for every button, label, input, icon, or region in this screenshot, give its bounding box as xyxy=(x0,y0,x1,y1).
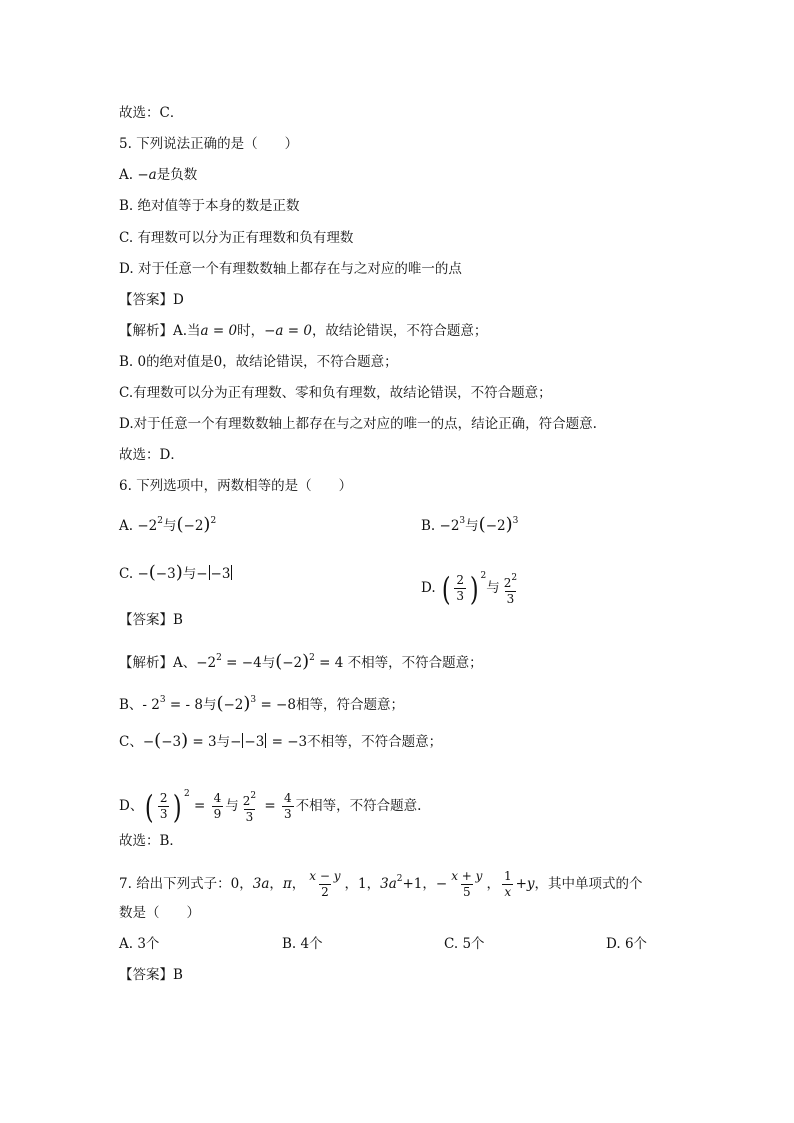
q7-option-d-letter: D. xyxy=(606,936,621,952)
q7-number: 7. xyxy=(119,876,132,892)
q7-answer xyxy=(119,965,183,985)
q5-analysis-b-math: 0 xyxy=(213,354,223,370)
q6-option-c xyxy=(119,563,233,584)
q6-analysis-c-rest: 不相等，不符合题意； xyxy=(307,734,443,750)
q5-analysis-b xyxy=(119,352,398,372)
q6-stem xyxy=(119,476,352,496)
q5-stem-text: 下列说法正确的是（ ） xyxy=(136,136,299,152)
q5-option-c-letter: C. xyxy=(119,230,134,246)
q6-analysis-c-math2: − −3 = −3 xyxy=(230,734,308,750)
q7-expr-pi: π xyxy=(282,876,292,892)
q6-analysis-d-mid: 与 xyxy=(225,798,239,814)
q5-option-c xyxy=(119,228,353,248)
q5-analysis-a-math1: a = 0 xyxy=(200,323,238,339)
q6-option-d-link: 与 xyxy=(486,580,500,596)
q6-option-b-expr2: $(-2)^3$ xyxy=(478,514,519,535)
q5-option-b xyxy=(119,196,300,216)
q6-stem-text: 下列选项中，两数相等的是（ ） xyxy=(136,478,353,494)
q6-analysis-c xyxy=(119,731,442,752)
q5-option-b-text: 绝对值等于本身的数是正数 xyxy=(137,198,300,214)
q6-option-c-letter: C. xyxy=(119,566,134,582)
q6-conclusion: 故选：B． xyxy=(119,833,183,849)
q6-answer xyxy=(119,610,183,630)
q5-conclusion: 故选：D． xyxy=(119,447,184,463)
q6-option-d-expr2: $\frac{2^2}{3}$ xyxy=(503,572,518,606)
q5-analysis-b-text: B. 0的绝对值是 xyxy=(119,354,214,370)
q6-analysis-d-math1: ( $\frac{2}{3}$ ) $^2$ = $\frac{4}{9}$ xyxy=(145,787,222,826)
q5-analysis-d: D.对于任意一个有理数数轴上都存在与之对应的唯一的点，结论正确，符合题意. xyxy=(119,416,597,432)
q5-answer-label: 【答案】 xyxy=(119,292,173,308)
q6-analysis-b-mid: 与 xyxy=(202,697,217,713)
q6-analysis-d xyxy=(119,772,422,826)
q5-analysis-label: 【解析】 xyxy=(119,323,173,339)
q7-expr-frac3: $\frac{1}{x}$ +y xyxy=(503,869,535,899)
q6-analysis-b-rest: 相等，符合题意； xyxy=(295,697,404,713)
q6-analysis-a-prefix: A、 xyxy=(173,655,197,671)
q6-analysis-label: 【解析】 xyxy=(119,655,173,671)
q7-option-b xyxy=(282,934,323,954)
q6-option-c-link: 与 xyxy=(182,566,197,582)
q6-option-b-letter: B. xyxy=(421,518,436,534)
q6-option-a xyxy=(119,511,216,536)
q6-analysis-c-math1: −(−3) = 3 xyxy=(142,730,217,751)
q6-analysis-b-math2: $(-2)^3 = -8$ xyxy=(216,693,296,714)
q7-answer-value: B xyxy=(173,967,183,983)
q7-option-d-text: 6个 xyxy=(624,936,648,952)
q6-option-a-letter: A. xyxy=(119,518,134,534)
q6-option-b-expr1: $-2^3$ xyxy=(439,516,466,534)
q6-option-a-link: 与 xyxy=(162,518,177,534)
q7-stem: 7. 给出下列式子：0，3a，π， $\frac{x - y}{2}$ ，1，$3a^2+1$，− $\frac{x + y}{5}$ ， $\frac{1}{x}$ +y，其中单项式的个 xyxy=(119,869,643,899)
q5-number: 5. xyxy=(119,136,132,152)
q6-option-d xyxy=(421,556,521,608)
q6-option-c-expr2: − −3 xyxy=(196,566,231,582)
q5-option-d xyxy=(119,259,462,279)
q6-analysis-a-math2: $(-2)^2 = 4$ xyxy=(275,651,344,672)
q5-analysis-a-text3: ，故结论错误，不符合题意； xyxy=(311,323,488,339)
q7-option-d xyxy=(606,934,647,954)
q7-option-b-letter: B. xyxy=(282,936,297,952)
q7-option-a xyxy=(119,934,159,954)
q5-option-d-letter: D. xyxy=(119,261,134,277)
q6-analysis-c-mid: 与 xyxy=(216,734,231,750)
q5-option-a-text: 是负数 xyxy=(156,167,198,183)
q6-analysis-d-math2: $\frac{2^2}{3}$ = $\frac{4}{3}$ xyxy=(242,790,292,824)
q6-option-b-link: 与 xyxy=(465,518,479,534)
q6-option-d-expr1: ( $\frac{2}{3}$ ) $^2$ xyxy=(441,569,487,608)
q7-option-a-letter: A. xyxy=(119,936,134,952)
q7-option-c-letter: C. xyxy=(444,936,459,952)
q5-analysis-a xyxy=(119,321,487,341)
q5-option-d-text: 对于任意一个有理数数轴上都存在与之对应的唯一的点 xyxy=(137,261,462,277)
q6-analysis-d-prefix: D、 xyxy=(119,798,144,814)
q6-analysis-b-math1: $2^3$ = - 8 xyxy=(146,695,203,713)
q5-option-b-letter: B. xyxy=(119,198,134,214)
q5-analysis-a-math2: −a = 0 xyxy=(264,323,312,339)
q6-analysis-c-prefix: C、 xyxy=(119,734,143,750)
q7-option-c xyxy=(444,934,485,954)
q6-option-a-expr1: $-2^2$ xyxy=(137,516,163,534)
q5-answer-value: D xyxy=(173,292,184,308)
q6-option-d-letter: D. xyxy=(421,580,436,596)
q6-analysis-a-rest: 不相等，不符合题意； xyxy=(347,655,483,671)
q7-option-b-text: 4个 xyxy=(300,936,323,952)
q6-option-b xyxy=(421,511,518,536)
q6-answer-label: 【答案】 xyxy=(119,612,173,628)
q6-number: 6. xyxy=(119,478,132,494)
q6-option-a-expr2: $(-2)^2$ xyxy=(176,514,217,535)
q7-options xyxy=(119,934,679,954)
previous-conclusion: 故选：C． xyxy=(119,105,184,121)
q5-analysis-c: C.有理数可以分为正有理数、零和负有理数，故结论错误，不符合题意； xyxy=(119,385,552,401)
q7-option-c-text: 5个 xyxy=(462,936,485,952)
q6-analysis-a-mid: 与 xyxy=(261,655,276,671)
q5-option-a xyxy=(119,165,197,185)
q5-option-a-math: −a xyxy=(137,167,157,183)
q7-stem-start: 给出下列式子：0， xyxy=(136,876,253,892)
q7-expr-3a: 3a xyxy=(252,876,270,892)
q5-analysis-b-text2: ，故结论错误，不符合题意； xyxy=(222,354,398,370)
q5-answer xyxy=(119,290,184,310)
q6-analysis-b xyxy=(119,690,404,715)
q7-answer-label: 【答案】 xyxy=(119,967,173,983)
q6-analysis-a-math1: $-2^2 = -4$ xyxy=(196,653,262,671)
q5-option-a-letter: A. xyxy=(119,167,134,183)
q7-expr-frac1: $\frac{x - y}{2}$ xyxy=(309,869,341,899)
q6-analysis-d-rest: 不相等，不符合题意. xyxy=(295,798,422,814)
q7-stem-end: ，其中单项式的个 xyxy=(534,876,643,892)
q6-analysis-a xyxy=(119,648,483,673)
q5-stem xyxy=(119,134,298,154)
q6-analysis-b-prefix: B、- xyxy=(119,697,147,713)
q5-analysis-a-text2: 时， xyxy=(237,323,265,339)
q5-option-c-text: 有理数可以分为正有理数和负有理数 xyxy=(137,230,354,246)
q7-expr-3a2: $3a^2+1$ xyxy=(380,874,423,892)
q6-answer-value: B xyxy=(173,612,183,628)
q5-analysis-a-text: A.当 xyxy=(173,323,201,339)
q7-stem-line2: 数是（ ） xyxy=(119,905,200,921)
q6-option-c-expr1: −(−3) xyxy=(137,562,183,583)
q7-option-a-text: 3个 xyxy=(137,936,160,952)
q7-expr-frac2: − $\frac{x + y}{5}$ xyxy=(435,869,483,899)
